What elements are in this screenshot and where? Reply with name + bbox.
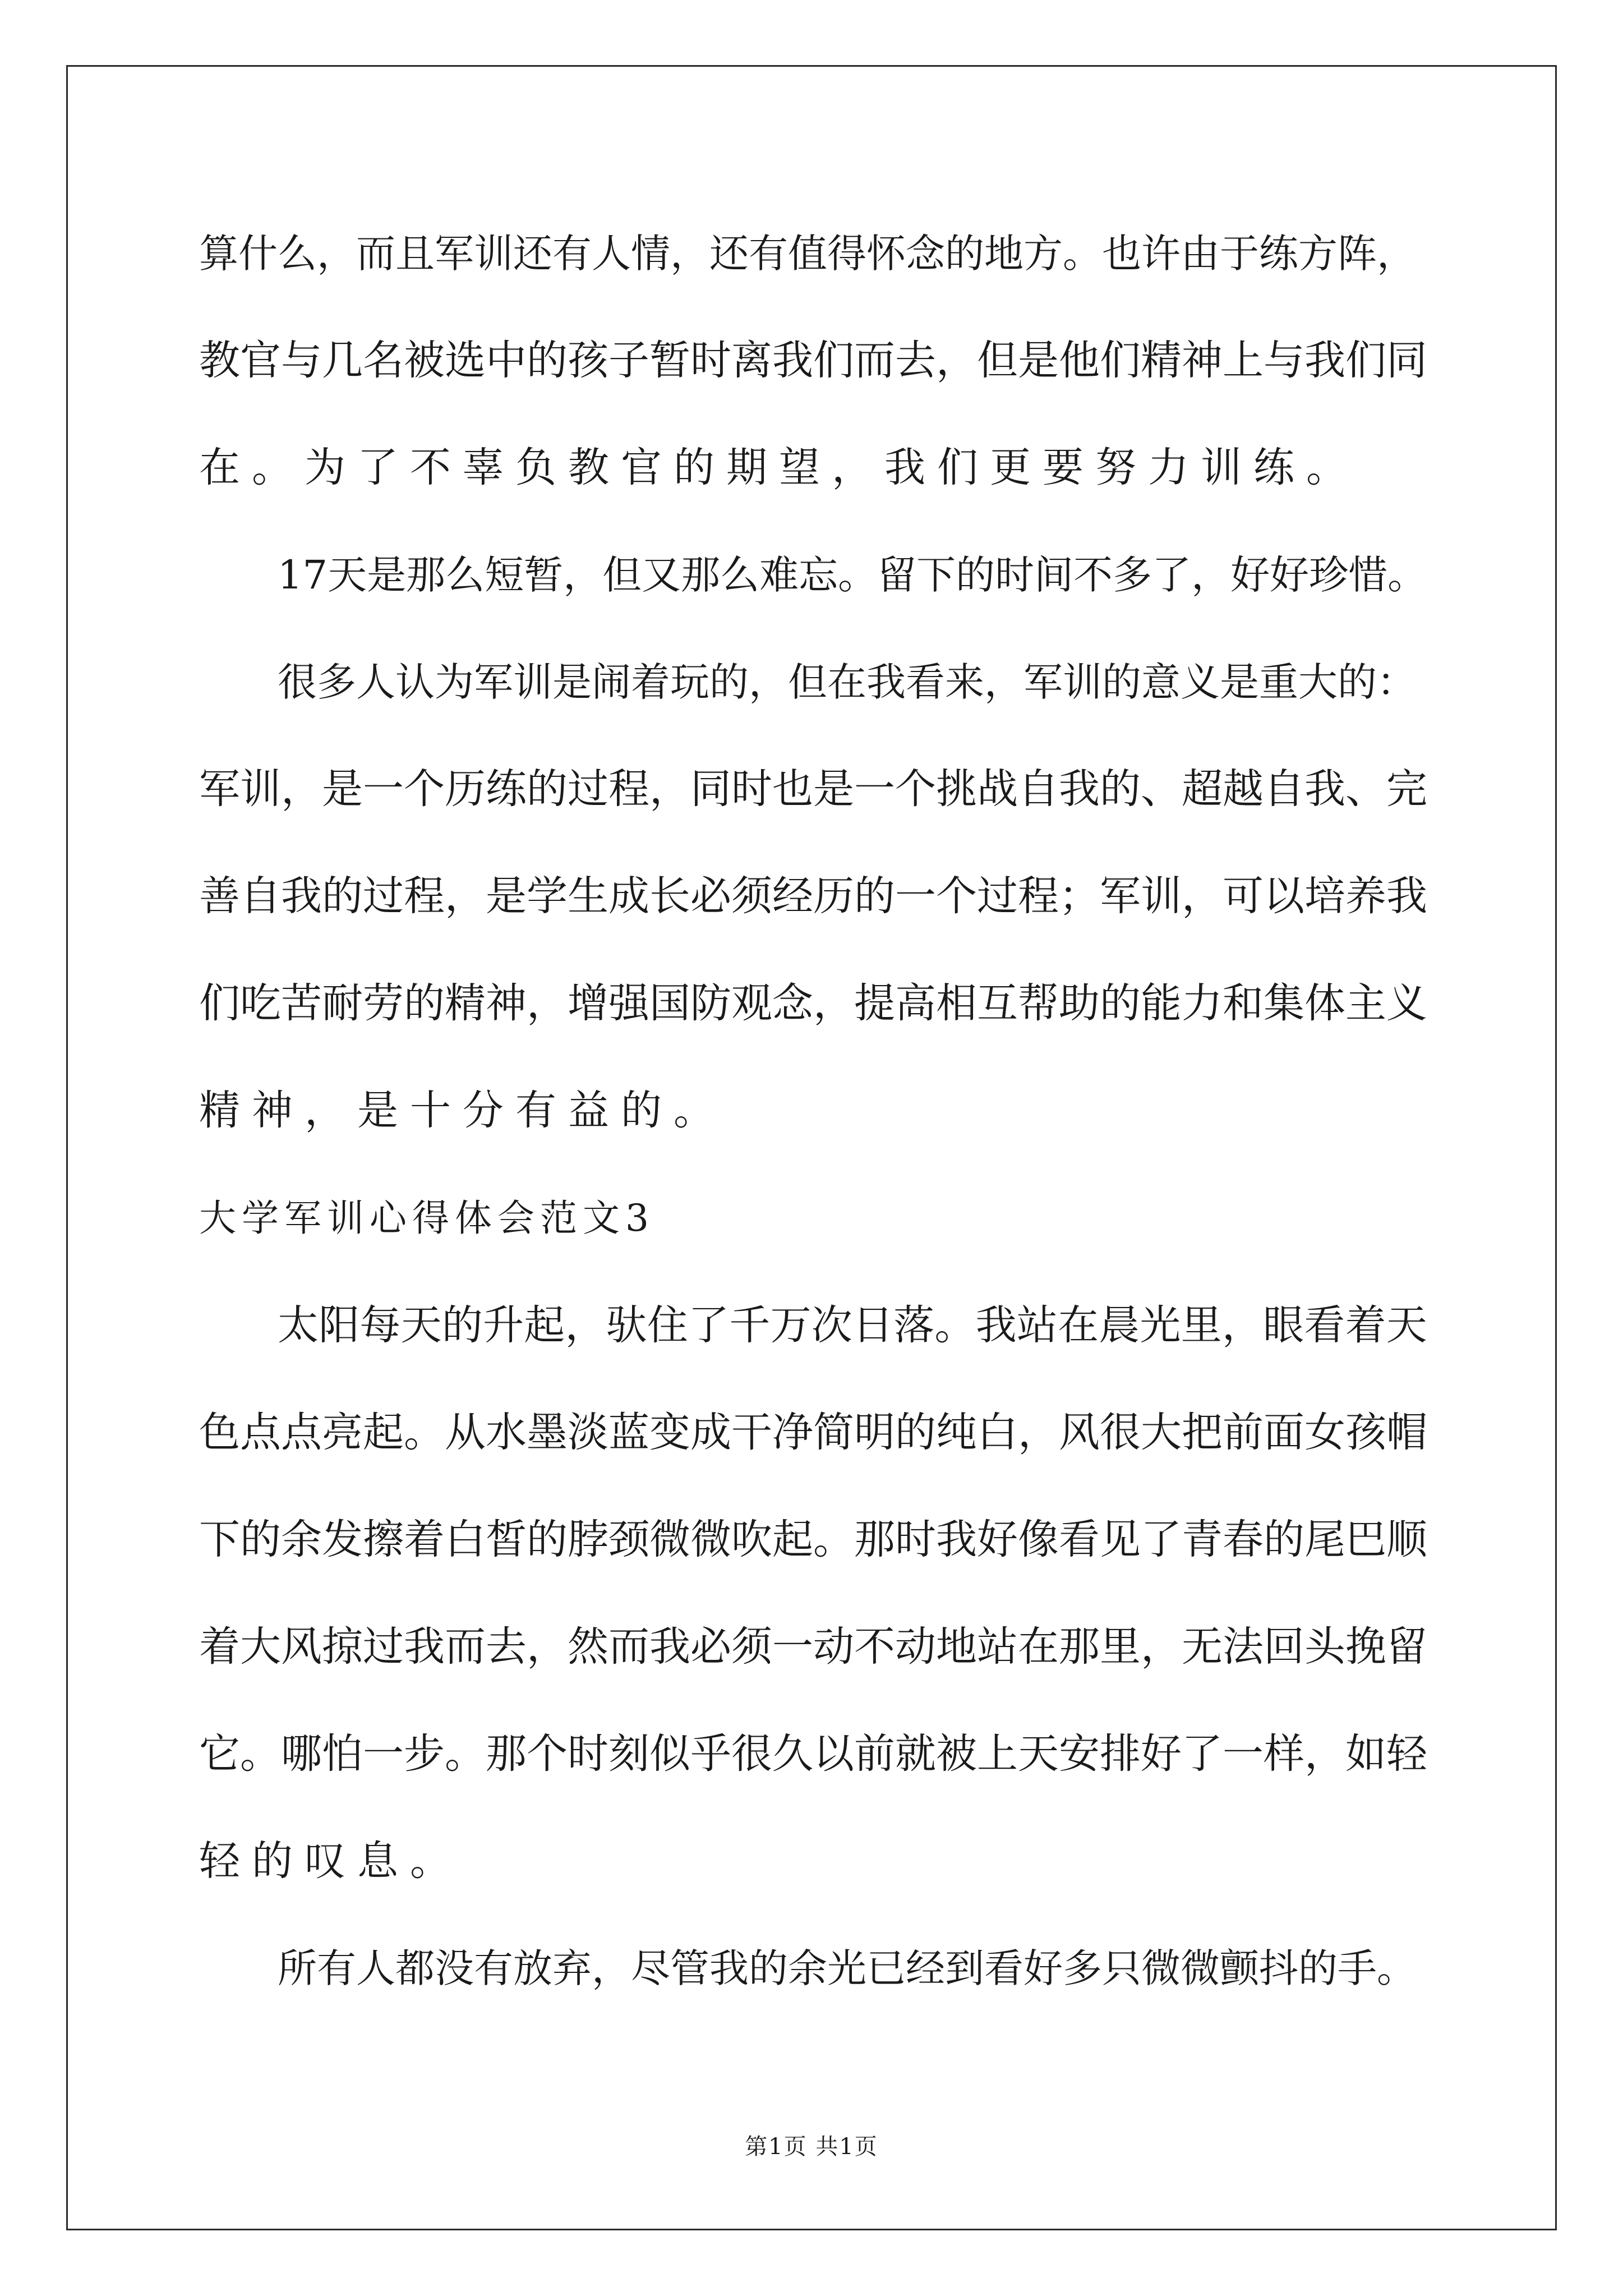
text-line: 它。哪怕一步。那个时刻似乎很久以前就被上天安排好了一样，如轻 [199,1730,1427,1778]
page-footer: 第1页 共1页 [745,2134,878,2160]
section-heading: 大学军训心得体会范文3 [199,1197,654,1240]
text-line: 所有人都没有放弃，尽管我的余光已经到看好多只微微颤抖的手。 [278,1945,1416,1991]
text-line: 17天是那么短暂，但又那么难忘。留下的时间不多了，好好珍惜。 [278,552,1427,598]
text-line: 教官与几名被选中的孩子暂时离我们而去，但是他们精神上与我们同 [199,337,1427,384]
text-line: 算什么，而且军训还有人情，还有值得怀念的地方。也许由于练方阵， [199,231,1416,277]
text-line: 色点点亮起。从水墨淡蓝变成干净简明的纯白，风很大把前面女孩帽 [199,1409,1427,1456]
text-line: 太阳每天的升起，驮住了千万次日落。我站在晨光里，眼看着天 [278,1301,1427,1349]
text-line: 轻的叹息。 [199,1837,463,1885]
text-line: 们吃苦耐劳的精神，增强国防观念，提高相互帮助的能力和集体主义 [199,979,1427,1027]
text-line: 着大风掠过我而去，然而我必须一动不动地站在那里，无法回头挽留 [199,1623,1427,1671]
text-line: 善自我的过程，是学生成长必须经历的一个过程；军训，可以培养我 [199,872,1427,920]
text-line: 很多人认为军训是闹着玩的，但在我看来，军训的意义是重大的： [278,659,1416,705]
page-border [66,65,1557,2230]
text-line: 在。为了不辜负教官的期望，我们更要努力训练。 [199,444,1359,491]
text-line: 精神，是十分有益的。 [199,1087,726,1134]
text-line: 下的余发擦着白皙的脖颈微微吹起。那时我好像看见了青春的尾巴顺 [199,1516,1427,1563]
text-line: 军训，是一个历练的过程，同时也是一个挑战自我的、超越自我、完 [199,765,1427,813]
